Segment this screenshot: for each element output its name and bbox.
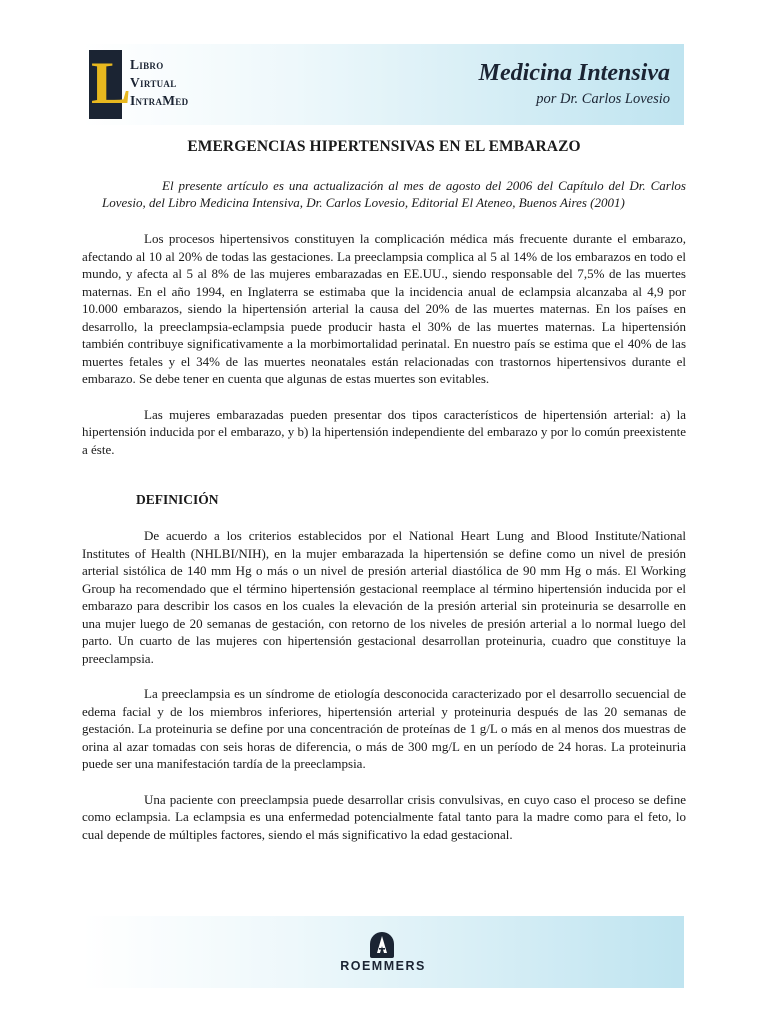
paragraph: Los procesos hipertensivos constituyen la complicación médica más frecuente durante el embarazo, afectando al 10 al 20% de todas las gestaciones. La preeclampsia complica al 5 al 14% de los embarazos en todo el mundo, y afecta al 5 al 8% de las mujeres embarazadas en EE.UU., siendo responsable del 7,5% de las muertes maternas. En el año 1994, en Inglaterra se estimaba que la incidencia anual de eclampsia alcanzaba al 4,9 por 10.000 embarazos, siendo la hipertensión arterial la causa del 20% de las muertes maternas. En los países en desarrollo, la preeclampsia-eclampsia puede producir hasta el 30% de las muertes maternas. La hipertensión también contribuye significativamente a la morbimortalidad perinatal. En nuestro país se estima que el 40% de las muertes fetales y el 34% de las muertes neonatales están relacionadas con trastornos hipertensivos durante el embarazo. Se debe tener en cuenta que algunas de estas muertes son evitables.	[82, 231, 686, 386]
logo-line: IntraMed	[130, 93, 189, 108]
logo-letter: L	[91, 50, 132, 116]
book-author: por Dr. Carlos Lovesio	[536, 91, 670, 107]
document-body	[82, 138, 686, 843]
logo-text	[130, 56, 188, 110]
paragraph: La preeclampsia es un síndrome de etiología desconocida caracterizado por el desarrollo secuencial de edema facial y de los miembros inferiores, hipertensión arterial y proteinuria después de las 20 semanas de gestación. La proteinuria se define por una concentración de proteínas de 1 g/L o más en al menos dos muestras de orina al azar tomadas con seis horas de diferencia, o más de 300 mg/L en un período de 24 horas. La proteinuria puede ser una manifestación tardía de la preeclampsia.	[82, 686, 686, 771]
paragraph: Las mujeres embarazadas pueden presentar dos tipos característicos de hipertensión arterial: a) la hipertensión inducida por el embarazo, y b) la hipertensión independiente del embarazo y por lo común preexistente a éste.	[82, 406, 686, 457]
section-heading: DEFINICIÓN	[136, 492, 219, 507]
libro-virtual-logo-icon	[89, 50, 132, 119]
footer-banner	[82, 916, 684, 988]
paragraph: Una paciente con preeclampsia puede desarrollar crisis convulsivas, en cuyo caso el proceso se define como eclampsia. La eclampsia es una enfermedad potencialmente fatal tanto para la madre como para el feto, lo cual depende de múltiples factores, siendo el más significativo la edad gestacional.	[82, 791, 686, 842]
paragraph: De acuerdo a los criterios establecidos por el National Heart Lung and Blood Institute/National Institutes of Health (NHLBI/NIH), en la mujer embarazada la hipertensión se define como un nivel de presión arterial sistólica de 140 mm Hg o más o un nivel de presión arterial diastólica de 90 mm Hg o más. El Working Group ha recomendado que el término hipertensión gestacional reemplace al término hipertensión inducida por el embarazo para describir los casos en los cuales la elevación de la presión arterial sin proteinuria se desarrolle en una mujer luego de 20 semanas de gestación, con retorno de los niveles de presión arterial a lo normal luego del parto. Un cuarto de las mujeres con hipertensión gestacional desarrollan proteinuria, cuadro que constituye la preeclampsia.	[82, 528, 686, 666]
document-title: EMERGENCIAS HIPERTENSIVAS EN EL EMBARAZO	[187, 138, 581, 155]
logo-line: Virtual	[130, 75, 177, 90]
header-banner	[82, 44, 684, 125]
roemmers-logo-icon	[370, 932, 394, 958]
book-title: Medicina Intensiva	[478, 60, 670, 86]
logo-line: Libro	[130, 57, 164, 72]
intro-note: El presente artículo es una actualización al mes de agosto del 2006 del Capítulo del Dr. Carlos Lovesio, del Libro Medicina Intensiva, Dr. Carlos Lovesio, Editorial El Ateneo, Buenos Aires (2001)	[102, 178, 686, 210]
sponsor-name: ROEMMERS	[340, 959, 426, 973]
section-spacer	[82, 458, 686, 492]
